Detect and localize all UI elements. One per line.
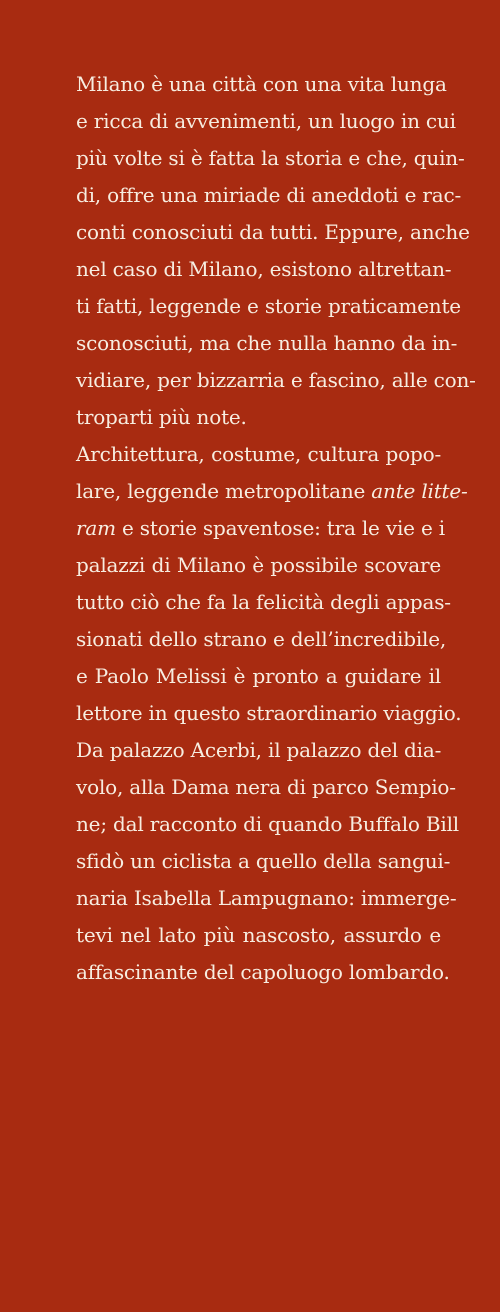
text-segment: e storie spaventose: tra le vie e i — [115, 516, 445, 540]
text-line: naria Isabella Lampugnano: immerge- — [76, 886, 457, 910]
text-line: sionati dello strano e dell’incredibile, — [76, 627, 447, 651]
text-line: più volte si è fatta la storia e che, quin- — [76, 146, 465, 170]
text-line: Milano è una città con una vita lunga — [76, 72, 447, 96]
text-line-with-italic — [76, 510, 445, 547]
text-line: di, offre una miriade di aneddoti e rac- — [76, 183, 462, 207]
text-line: vidiare, per bizzarria e fascino, alle con- — [76, 368, 476, 392]
text-line: sconosciuti, ma che nulla hanno da in- — [76, 331, 458, 355]
text-line: e Paolo Melissi è pronto a guidare il — [76, 664, 441, 688]
text-segment: lare, leggende metropolitane — [76, 479, 372, 503]
text-line: Architettura, costume, cultura popo- — [76, 442, 441, 466]
blurb-text — [76, 66, 476, 991]
text-line: palazzi di Milano è possibile scovare — [76, 553, 441, 577]
text-line: ti fatti, leggende e storie praticamente — [76, 294, 461, 318]
text-line: tutto ciò che fa la felicità degli appas- — [76, 590, 451, 614]
text-line: nel caso di Milano, esistono altrettan- — [76, 257, 452, 281]
text-line: tevi nel lato più nascosto, assurdo e — [76, 923, 441, 947]
text-line: volo, alla Dama nera di parco Sempio- — [76, 775, 456, 799]
text-line: sfidò un ciclista a quello della sangui- — [76, 849, 451, 873]
text-line: affascinante del capoluogo lombardo. — [76, 960, 450, 984]
text-line-with-italic — [76, 473, 468, 510]
text-line: conti conosciuti da tutti. Eppure, anche — [76, 220, 470, 244]
text-line: lettore in questo straordinario viaggio. — [76, 701, 462, 725]
text-line: ne; dal racconto di quando Buffalo Bill — [76, 812, 459, 836]
text-line: troparti più note. — [76, 405, 247, 429]
italic-segment: ram — [76, 516, 116, 540]
text-line: Da palazzo Acerbi, il palazzo del dia- — [76, 738, 442, 762]
text-line: e ricca di avvenimenti, un luogo in cui — [76, 109, 456, 133]
italic-segment: ante litte- — [371, 479, 468, 503]
